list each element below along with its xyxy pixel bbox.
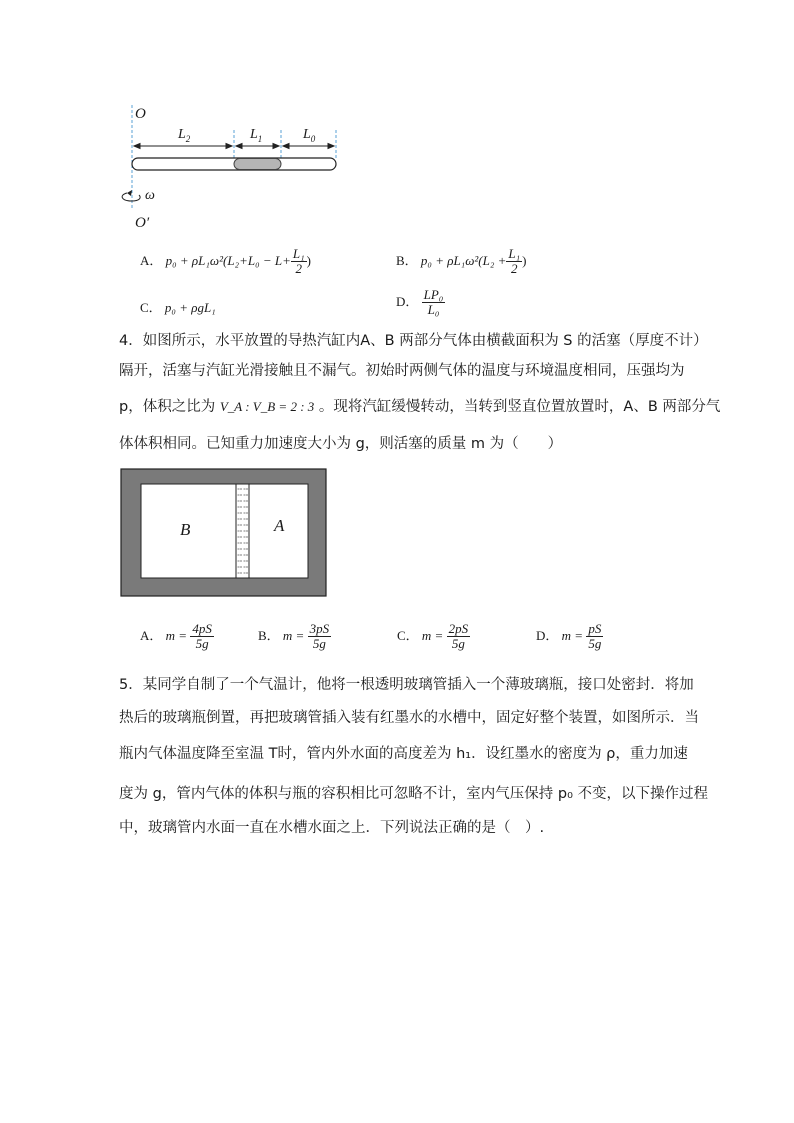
label-l0: $L_0$ bbox=[303, 127, 316, 144]
label-o: O bbox=[135, 106, 146, 122]
q5-line-2: 热后的玻璃瓶倒置，再把玻璃管插入装有红墨水的水槽中，固定好整个装置，如图所示．当 bbox=[119, 710, 699, 726]
q4-option-c[interactable]: C． m = $\frac{2pS}{5g}$ bbox=[397, 621, 469, 652]
q5-line-3: 瓶内气体温度降至室温 T时，管内外水面的高度差为 h₁．设红墨水的密度为 ρ，重力加速 bbox=[119, 746, 688, 762]
label-gas-b: B bbox=[180, 520, 191, 539]
fraction: $\frac{\text{L₁}}{2}$ bbox=[292, 246, 305, 277]
figure-rotating-tube bbox=[115, 100, 355, 240]
q3-option-a[interactable]: A． p₀ + ρL₁ω²(L₂+L₀ − L+ $\frac{\text{L₁}}{2}$ ) bbox=[140, 246, 311, 277]
q5-line-5: 中，玻璃管内水面一直在水槽水面之上．下列说法正确的是（ ）. bbox=[119, 820, 545, 836]
fraction: $\frac{4pS}{5g}$ bbox=[192, 621, 212, 652]
q4-option-d[interactable]: D． m = $\frac{pS}{5g}$ bbox=[536, 621, 602, 652]
q5-line-1: 5．某同学自制了一个气温计，他将一根透明玻璃管插入一个薄玻璃瓶，接口处密封．将加 bbox=[119, 677, 694, 693]
fraction: $\frac{pS}{5g}$ bbox=[588, 621, 602, 652]
q4-option-a[interactable]: A． m = $\frac{4pS}{5g}$ bbox=[140, 621, 212, 652]
fraction: $\frac{\text{LP₀}}{\text{L₀}}$ bbox=[423, 287, 444, 318]
q3-option-d[interactable]: D． $\frac{\text{LP₀}}{\text{L₀}}$ bbox=[396, 287, 444, 318]
label-o-prime: O′ bbox=[135, 215, 150, 231]
cylinder-diagram bbox=[120, 468, 328, 598]
q4-line-4: 体体积相同。已知重力加速度大小为 g，则活塞的质量 m 为（ ） bbox=[119, 436, 563, 452]
fraction: $\frac{2pS}{5g}$ bbox=[448, 621, 469, 652]
q4-line-1: 4．如图所示，水平放置的导热汽缸内A、B 两部分气体由横截面积为 S 的活塞（厚度不计） bbox=[119, 333, 708, 349]
q4-line-3: p，体积之比为 V_A : V_B = 2 : 3 。现将汽缸缓慢转动，当转到竖直位置放置时，A、B 两部分气 bbox=[119, 399, 721, 415]
q5-line-4: 度为 g，管内气体的体积与瓶的容积相比可忽略不计，室内气压保持 p₀ 不变，以下操作过程 bbox=[119, 786, 709, 802]
q3-option-c[interactable]: C． p₀ + ρgL₁ bbox=[140, 300, 216, 315]
q3-option-b[interactable]: B． p₀ + ρL₁ω²(L₂ + $\frac{\text{L₁}}{2}$ ) bbox=[396, 246, 527, 277]
q4-line-2: 隔开，活塞与汽缸光滑接触且不漏气。初始时两侧气体的温度与环境温度相同，压强均为 bbox=[119, 363, 685, 379]
rotating-tube-diagram bbox=[115, 100, 355, 240]
fraction: $\frac{\text{L₁}}{2}$ bbox=[508, 246, 521, 277]
label-omega: ω bbox=[145, 188, 155, 203]
volume-ratio: V_A : V_B = 2 : 3 bbox=[219, 399, 315, 414]
label-gas-a: A bbox=[274, 516, 285, 535]
figure-cylinder bbox=[120, 468, 328, 598]
fraction: $\frac{3pS}{5g}$ bbox=[309, 621, 330, 652]
q4-option-b[interactable]: B． m = $\frac{3pS}{5g}$ bbox=[258, 621, 330, 652]
label-l2: $L_2$ bbox=[178, 127, 191, 144]
label-l1: $L_1$ bbox=[250, 127, 263, 144]
